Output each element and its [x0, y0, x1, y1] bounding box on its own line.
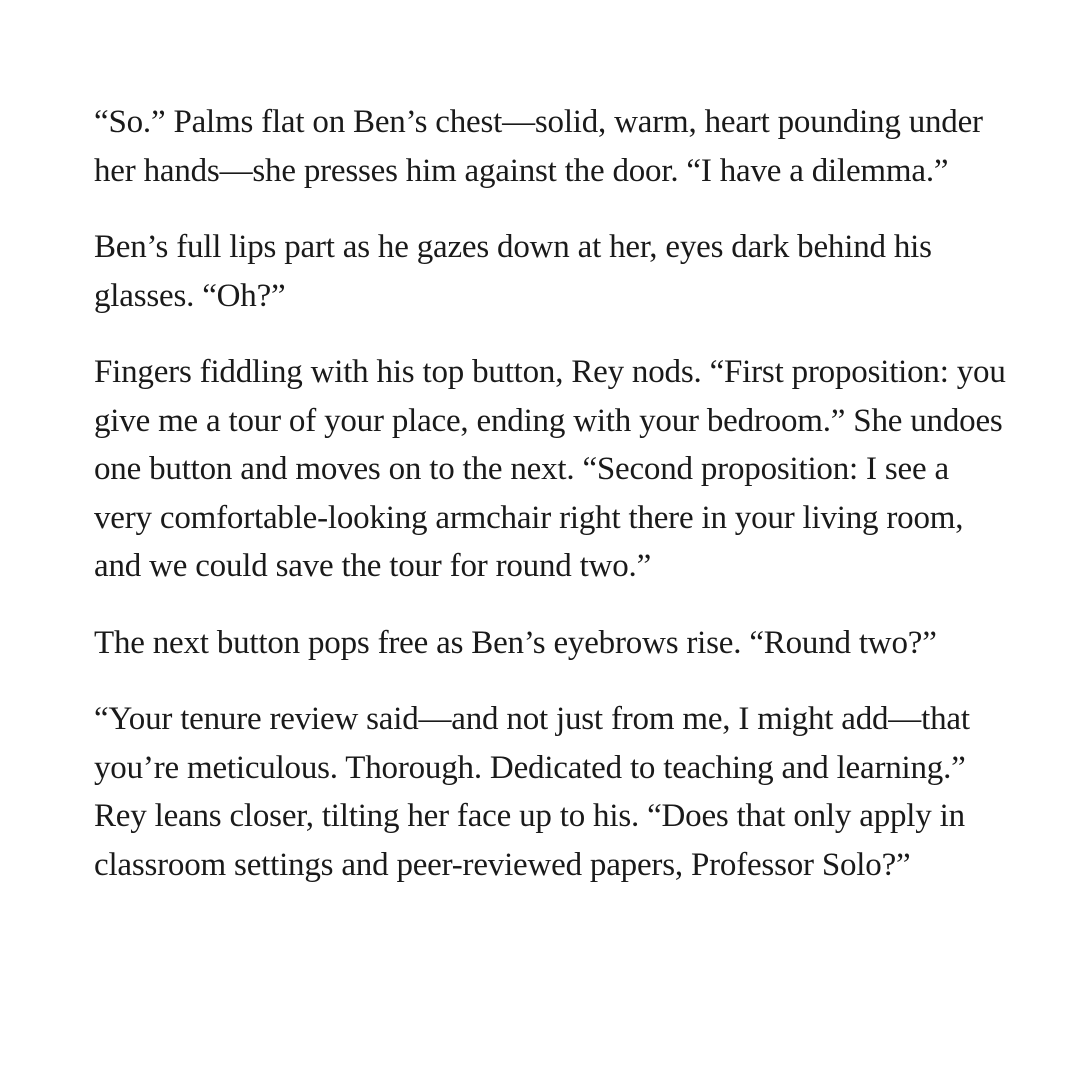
paragraph-2: Ben’s full lips part as he gazes down at her, eyes dark behind his glasses. “Oh?” — [94, 229, 932, 314]
paragraph-1: “So.” Palms flat on Ben’s chest—solid, warm, heart pounding under her hands—she presses him against the door. “I have a dilemma.” — [94, 104, 983, 189]
story-text — [94, 98, 1014, 917]
paragraph-4: The next button pops free as Ben’s eyebrows rise. “Round two?” — [94, 624, 937, 661]
paragraph-3: Fingers fiddling with his top button, Rey nods. “First proposition: you give me a tour of your place, ending with your bedroom.” She undoes one button and moves on to the next. “Second proposition: I see a very comfortable-looking armchair right there in your living room, and we could save the tour for round two.” — [94, 354, 1006, 584]
paragraph-5: “Your tenure review said—and not just from me, I might add—that you’re meticulous. Thorough. Dedicated to teaching and learning.” Rey leans closer, tilting her face up to his. “Does that only apply in classroom settings and peer-reviewed papers, Professor Solo?” — [94, 701, 970, 883]
